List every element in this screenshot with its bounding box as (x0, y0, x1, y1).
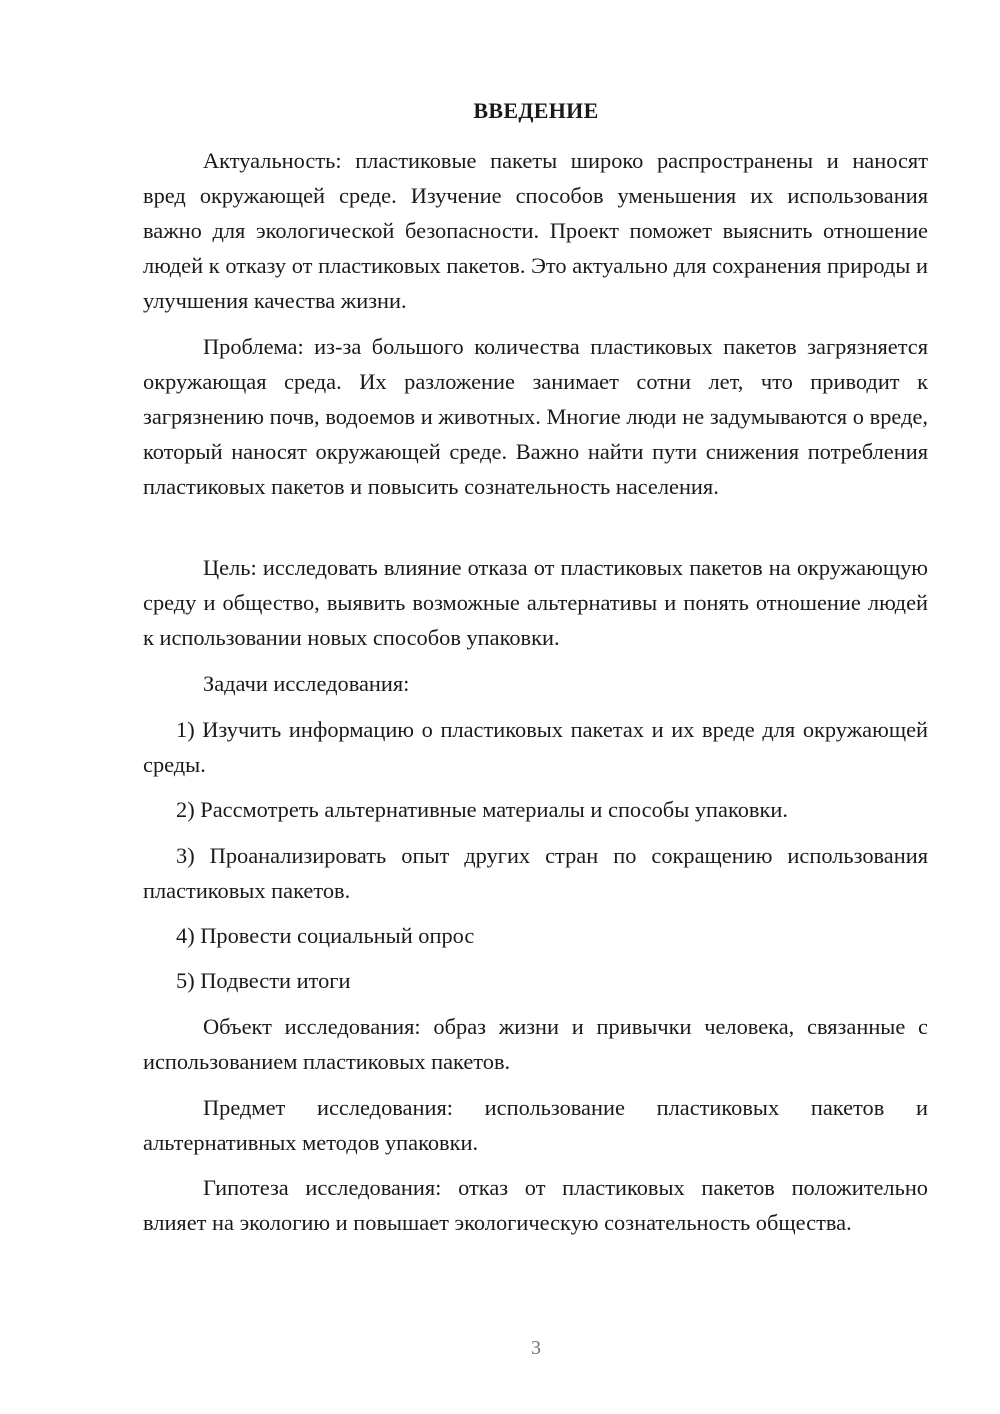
task-item-3: 3) Проанализировать опыт других стран по сокращению использования пластиковых пакетов. (143, 843, 928, 903)
hypothesis-paragraph: Гипотеза исследования: отказ от пластиковых пакетов положительно влияет на экологию и повышает экологическую сознательность общества. (143, 1175, 928, 1235)
goal-paragraph: Цель: исследовать влияние отказа от пластиковых пакетов на окружающую среду и общество, выявить возможные альтернативы и понять отношение людей к использовании новых способов упаковки. (143, 555, 928, 650)
section-heading: ВВЕДЕНИЕ (473, 98, 599, 123)
task-item-2: 2) Рассмотреть альтернативные материалы и способы упаковки. (176, 797, 788, 822)
task-item-1: 1) Изучить информацию о пластиковых пакетах и их вреде для окружающей среды. (143, 717, 928, 777)
object-paragraph: Объект исследования: образ жизни и привычки человека, связанные с использованием пластиковых пакетов. (143, 1014, 928, 1074)
relevance-paragraph: Актуальность: пластиковые пакеты широко распространены и наносят вред окружающей среде. Изучение способов уменьшения их использования важно для экологической безопасности. Проект поможет выяснить отношение людей к отказу от пластиковых пакетов. Это актуально для сохранения природы и улучшения качества жизни. (143, 148, 928, 313)
task-item-4: 4) Провести социальный опрос (176, 923, 475, 948)
task-item-5: 5) Подвести итоги (176, 968, 351, 993)
page-number: 3 (531, 1337, 541, 1359)
tasks-title: Задачи исследования: (203, 671, 410, 696)
subject-paragraph: Предмет исследования: использование пластиковых пакетов и альтернативных методов упаковки. (143, 1095, 928, 1155)
problem-paragraph: Проблема: из-за большого количества пластиковых пакетов загрязняется окружающая среда. Их разложение занимает сотни лет, что приводит к загрязнению почв, водоемов и животных. Многие люди не задумываются о вреде, который наносят окружающей среде. Важно найти пути снижения потребления пластиковых пакетов и повысить сознательность населения. (143, 334, 928, 499)
